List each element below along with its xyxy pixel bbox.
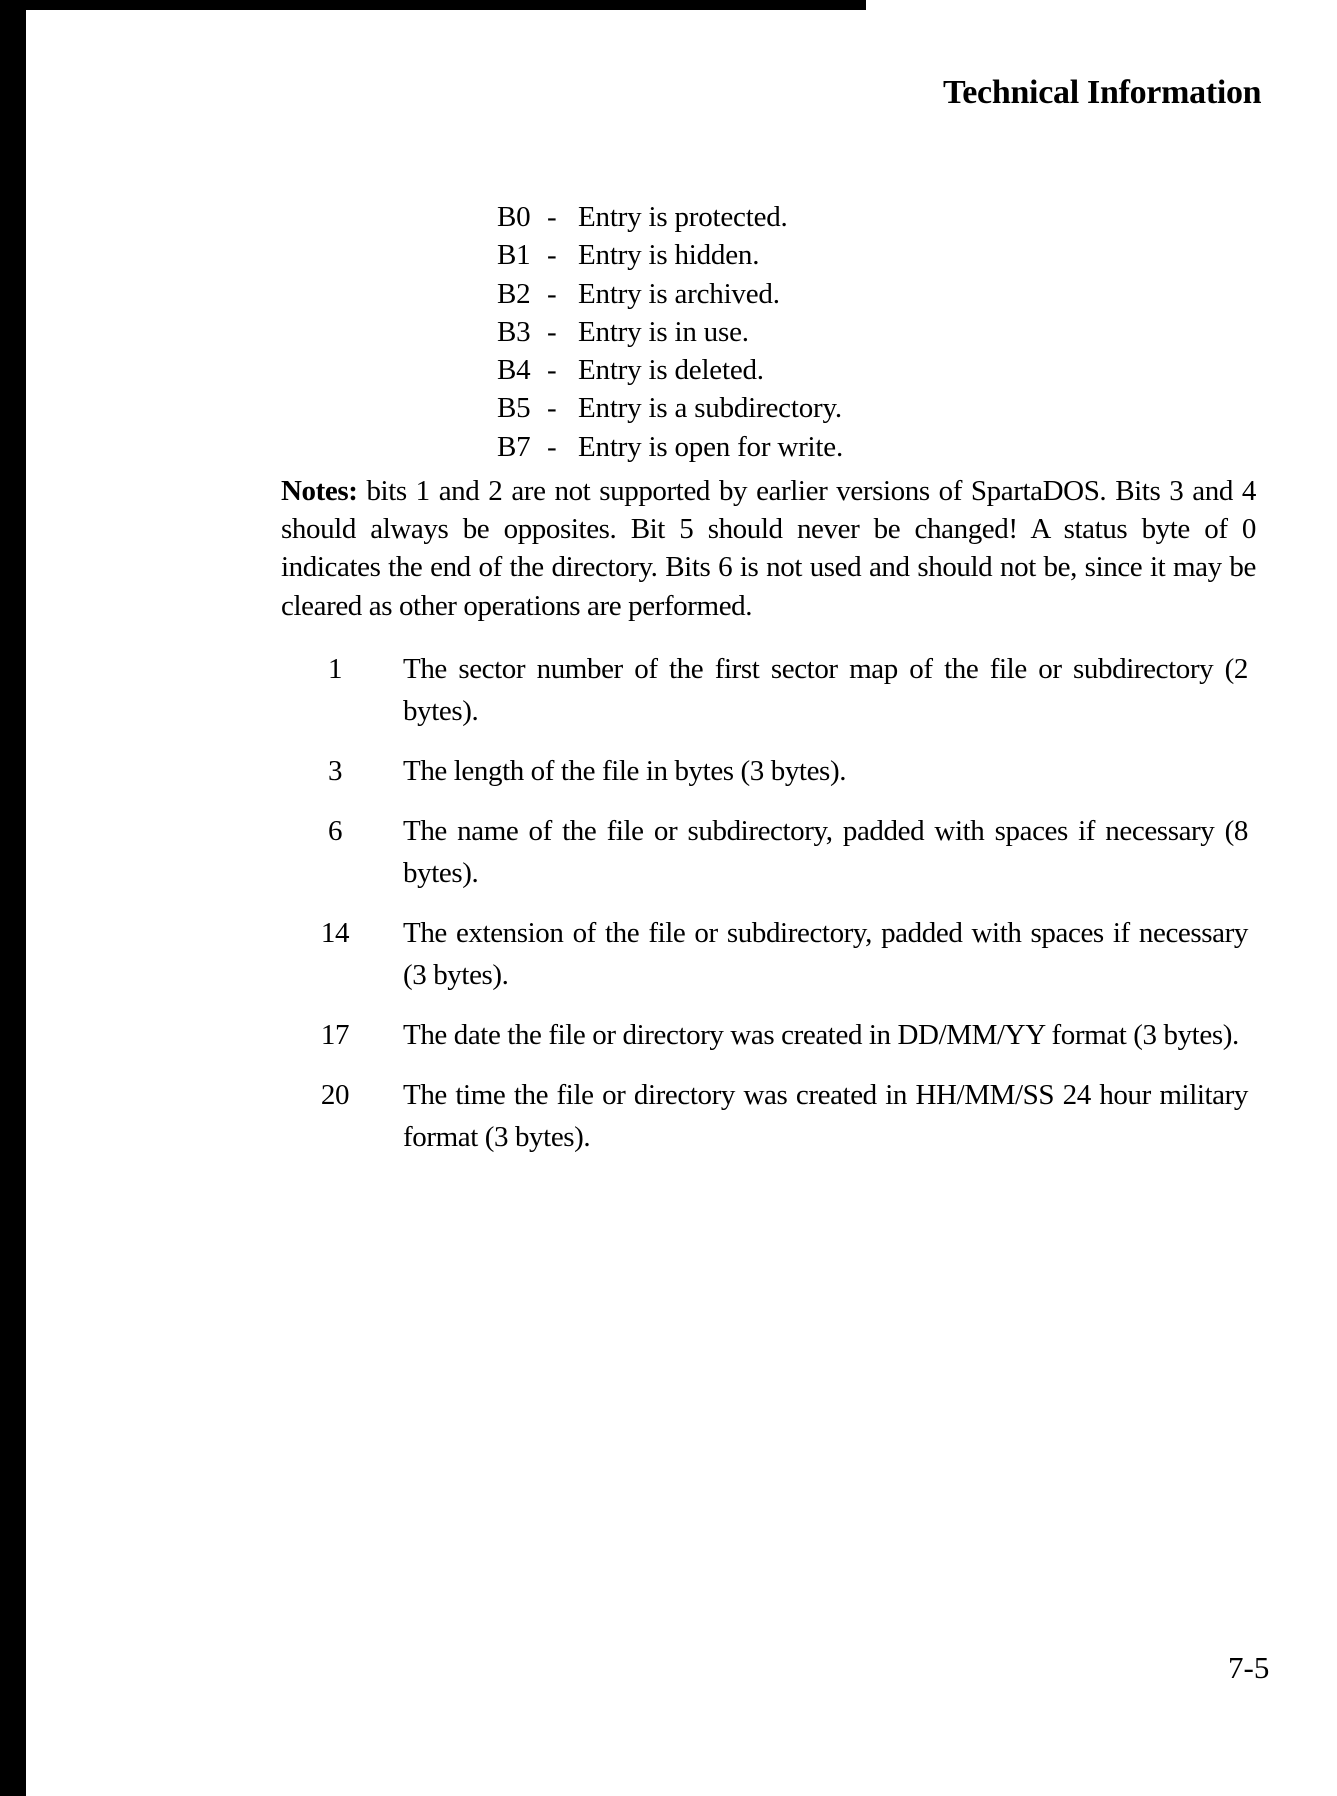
scan-artifact-left-bar <box>0 0 26 1796</box>
bit-flag-row <box>497 313 843 351</box>
scan-artifact-top-bar <box>0 0 866 10</box>
bit-code: B7 <box>497 430 531 463</box>
bit-dash: - <box>547 392 557 425</box>
bit-flag-row <box>497 236 843 274</box>
offset-list <box>312 648 1248 1176</box>
bit-flag-list <box>497 198 843 466</box>
bit-flag-row <box>497 198 843 236</box>
notes-paragraph <box>281 472 1256 625</box>
bit-description: Entry is deleted. <box>578 354 764 387</box>
bit-code: B3 <box>497 315 531 348</box>
bit-description: Entry is hidden. <box>578 239 760 272</box>
offset-description: The time the file or directory was created in HH/MM/SS 24 hour military format (3 bytes). <box>403 1079 1248 1153</box>
bit-flag-row <box>497 351 843 389</box>
bit-code: B4 <box>497 354 531 387</box>
bit-code: B0 <box>497 201 531 233</box>
offset-row <box>312 750 1248 792</box>
offset-description: The name of the file or subdirectory, padded with spaces if necessary (8 bytes). <box>403 815 1248 889</box>
bit-code: B2 <box>497 277 531 310</box>
bit-dash: - <box>547 201 557 233</box>
offset-row <box>312 1014 1248 1056</box>
offset-description: The length of the file in bytes (3 bytes). <box>403 755 847 787</box>
bit-dash: - <box>547 315 557 348</box>
bit-description: Entry is in use. <box>578 315 749 348</box>
bit-flag-row <box>497 389 843 427</box>
offset-number: 17 <box>320 1019 350 1051</box>
bit-flag-row <box>497 275 843 313</box>
offset-description: The date the file or directory was created in DD/MM/YY format (3 bytes). <box>403 1019 1239 1051</box>
offset-row <box>312 912 1248 996</box>
bit-dash: - <box>547 239 557 272</box>
bit-dash: - <box>547 354 557 387</box>
offset-row <box>312 810 1248 894</box>
bit-flag-row <box>497 428 843 466</box>
notes-body: bits 1 and 2 are not supported by earlier versions of SpartaDOS. Bits 3 and 4 should always be opposites. Bit 5 should never be changed! A status byte of 0 indicates the end of the directory. Bits 6 is not used and should not be, since it may be cleared as other operations are performed. <box>281 475 1256 622</box>
offset-description: The sector number of the first sector map of the file or subdirectory (2 bytes). <box>403 653 1248 727</box>
page-header: Technical Information <box>943 74 1262 111</box>
offset-row <box>312 648 1248 732</box>
bit-description: Entry is a subdirectory. <box>578 392 842 425</box>
offset-row <box>312 1074 1248 1158</box>
bit-description: Entry is protected. <box>578 201 788 233</box>
bit-code: B1 <box>497 239 531 272</box>
bit-code: B5 <box>497 392 531 425</box>
notes-label: Notes: <box>281 475 358 507</box>
offset-number: 14 <box>320 917 350 949</box>
offset-description: The extension of the file or subdirectory, padded with spaces if necessary (3 bytes). <box>403 917 1248 991</box>
bit-dash: - <box>547 430 557 463</box>
bit-description: Entry is open for write. <box>578 430 843 463</box>
page-number: 7-5 <box>1228 1650 1270 1685</box>
offset-number: 20 <box>320 1079 350 1111</box>
offset-number: 1 <box>327 653 343 685</box>
bit-dash: - <box>547 277 557 310</box>
offset-number: 6 <box>327 815 343 847</box>
offset-number: 3 <box>327 755 343 787</box>
bit-description: Entry is archived. <box>578 277 780 310</box>
